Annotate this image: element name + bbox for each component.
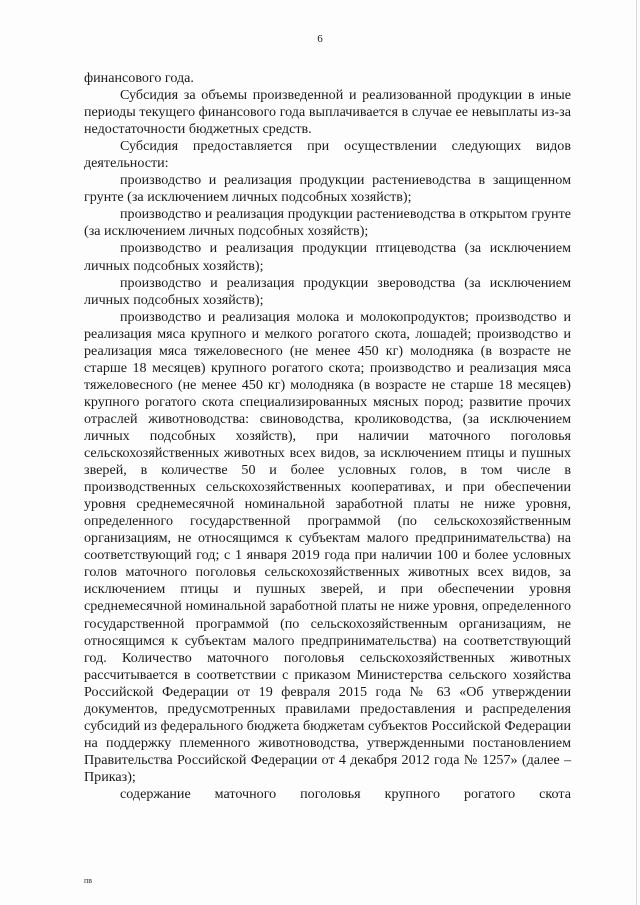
list-item-open-field-crops: производство и реализация продукции растениеводства в открытом грунте (за исключением личных подсобных хозяйств); xyxy=(84,206,571,240)
list-item-cattle-maintenance: содержание маточного поголовья крупного рогатого скота xyxy=(120,785,571,802)
list-item-poultry: производство и реализация продукции птицеводства (за исключением личных подсобных хозяйств); xyxy=(84,240,571,274)
list-item-milk-meat-livestock: производство и реализация молока и молокопродуктов; производство и реализация мяса крупного и мелкого рогатого скота, лошадей; производство и реализация мяса тяжеловесного (не менее 450 кг) молодняка (в возрасте не старше 18 месяцев) крупного рогатого скота; производство и реализация мяса тяжеловесного (не менее 450 кг) молодняка (в возрасте не старше 18 месяцев) крупного рогатого скота специализированных мясных пород; развитие прочих отраслей животноводства: свиноводства, кролиководства, (за исключением личных подсобных хозяйств), при наличии маточного поголовья сельскохозяйственных животных всех видов, за исключением птицы и пушных зверей, в количестве 50 и более условных голов, в том числе в производственных сельскохозяйственных кооперативах, и при обеспечении уровня среднемесячной номинальной заработной платы не ниже уровня, определенного государственной программой (по сельскохозяйственным организациям, не относящимся к субъектам малого предпринимательства) на соответствующий год; с 1 января 2019 года при наличии 100 и более условных голов маточного поголовья сельскохозяйственных животных всех видов, за исключением птицы и пушных зверей, и при обеспечении уровня среднемесячной номинальной заработной платы не ниже уровня, определенного государственной программой (по сельскохозяйственным организациям, не относящимся к субъектам малого предпринимательства) на соответствующий год. Количество маточного поголовья сельскохозяйственных животных рассчитывается в соответствии с приказом Министерства сельского хозяйства Российской Федерации от 19 февраля 2015 года № 63 «Об утверждении документов, предусмотренных правилами предоставления и распределения субсидий из федерального бюджета бюджетам субъектов Российской Федерации на поддержку племенного животноводства, утвержденными постановлением Правительства Российской Федерации от 4 декабря 2012 года № 1257» (далее – Приказ); xyxy=(84,308,571,785)
page-number: 6 xyxy=(317,33,323,45)
list-item-greenhouse-crops: производство и реализация продукции растениеводства в защищенном грунте (за исключением личных подсобных хозяйств); xyxy=(84,172,571,206)
footer-mark: пв xyxy=(84,876,93,885)
paragraph-subsidy-other-periods: Субсидия за объемы произведенной и реализованной продукции в иные периоды текущего финансового года выплачивается в случае ее невыплаты из-за недостаточности бюджетных средств. xyxy=(84,87,571,138)
paragraph-activity-types-intro: Субсидия предоставляется при осуществлении следующих видов деятельности: xyxy=(84,138,571,172)
page-edge xyxy=(636,0,637,905)
list-item-fur-farming: производство и реализация продукции звероводства (за исключением личных подсобных хозяйств); xyxy=(84,274,571,308)
paragraph-continuation: финансового года. xyxy=(84,70,194,86)
document-body xyxy=(84,70,571,803)
